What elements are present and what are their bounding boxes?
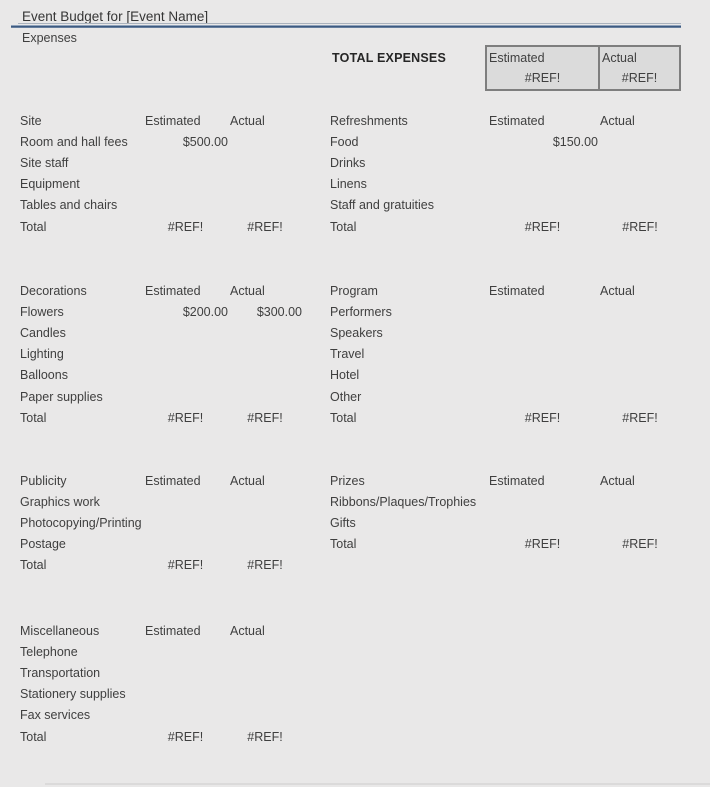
actual-value	[598, 491, 682, 512]
total-actual-error: #REF!	[622, 410, 658, 425]
total-estimated-error: #REF!	[167, 558, 204, 573]
page-title: Event Budget for [Event Name]	[22, 8, 209, 24]
row-label: Telephone	[20, 644, 78, 659]
row-label: Candles	[20, 325, 66, 340]
estimated-value	[143, 322, 228, 343]
row-label: Balloons	[20, 368, 68, 383]
row-label: Food	[330, 134, 359, 149]
estimated-value: $150.00	[552, 134, 598, 149]
total-estimated-error: #REF!	[524, 219, 561, 234]
total-row-label: Total	[20, 729, 47, 744]
page-bottom-divider	[45, 783, 710, 785]
actual-column-header: Actual	[230, 283, 265, 298]
row-label: Postage	[20, 537, 66, 552]
total-row-label: Total	[20, 219, 47, 234]
actual-value	[598, 301, 682, 322]
total-actual-error: #REF!	[247, 219, 283, 234]
expenses-heading: Expenses	[22, 30, 77, 45]
section-publicity	[20, 470, 302, 576]
actual-value	[598, 344, 682, 365]
row-label: Flowers	[20, 304, 64, 319]
total-actual-error: #REF!	[247, 729, 283, 744]
estimated-value: $500.00	[182, 134, 228, 149]
estimated-value	[487, 301, 598, 322]
actual-column-header: Actual	[230, 623, 265, 638]
actual-value	[228, 512, 302, 533]
estimated-value	[487, 344, 598, 365]
estimated-column-header: Estimated	[145, 473, 201, 488]
estimated-value	[143, 365, 228, 386]
total-row-label: Total	[330, 537, 357, 552]
estimated-value	[143, 195, 228, 216]
row-label: Stationery supplies	[20, 687, 126, 702]
section-miscellaneous	[20, 620, 302, 747]
total-actual-error: #REF!	[247, 410, 283, 425]
estimated-value	[487, 491, 598, 512]
estimated-value	[487, 152, 598, 173]
actual-column-header: Actual	[600, 473, 635, 488]
total-row-label: Total	[20, 558, 47, 573]
total-estimated-error: #REF!	[167, 729, 204, 744]
actual-value	[228, 386, 302, 407]
section-prizes	[330, 470, 682, 555]
actual-value	[228, 684, 302, 705]
total-actual-error: #REF!	[622, 537, 658, 552]
actual-value	[228, 641, 302, 662]
estimated-value	[143, 641, 228, 662]
estimated-value	[143, 174, 228, 195]
total-estimated-cell	[487, 47, 600, 89]
estimated-value	[487, 174, 598, 195]
total-actual-value: #REF!	[621, 71, 658, 85]
row-label: Site staff	[20, 155, 69, 170]
section-title: Decorations	[20, 283, 87, 298]
section-site	[20, 110, 302, 237]
total-estimated-error: #REF!	[524, 537, 561, 552]
total-row-label: Total	[20, 410, 47, 425]
total-estimated-header: Estimated	[489, 51, 545, 65]
actual-value	[228, 152, 302, 173]
actual-value	[228, 491, 302, 512]
actual-value	[228, 344, 302, 365]
estimated-value	[143, 386, 228, 407]
estimated-value	[143, 684, 228, 705]
row-label: Fax services	[20, 708, 91, 723]
actual-value: $300.00	[256, 304, 302, 319]
total-expenses-box	[485, 45, 681, 91]
actual-column-header: Actual	[600, 113, 635, 128]
total-estimated-error: #REF!	[524, 410, 561, 425]
estimated-column-header: Estimated	[489, 283, 545, 298]
estimated-value	[143, 152, 228, 173]
section-decorations	[20, 280, 302, 428]
actual-value	[228, 195, 302, 216]
estimated-value	[143, 491, 228, 512]
total-actual-error: #REF!	[247, 558, 283, 573]
row-label: Transportation	[20, 665, 101, 680]
estimated-column-header: Estimated	[489, 113, 545, 128]
estimated-value	[143, 662, 228, 683]
title-underline-hairline	[18, 23, 681, 24]
estimated-value	[143, 344, 228, 365]
row-label: Linens	[330, 177, 367, 192]
actual-value	[228, 365, 302, 386]
row-label: Ribbons/Plaques/Trophies	[330, 494, 477, 509]
row-label: Performers	[330, 304, 392, 319]
row-label: Hotel	[330, 368, 360, 383]
estimated-value	[143, 705, 228, 726]
actual-value	[598, 195, 682, 216]
total-expenses-label: TOTAL EXPENSES	[332, 50, 446, 65]
row-label: Other	[330, 389, 362, 404]
estimated-column-header: Estimated	[145, 623, 201, 638]
estimated-value	[487, 365, 598, 386]
row-label: Speakers	[330, 325, 383, 340]
actual-value	[228, 662, 302, 683]
row-label: Staff and gratuities	[330, 198, 435, 213]
row-label: Travel	[330, 347, 365, 362]
actual-value	[598, 512, 682, 533]
total-estimated-error: #REF!	[167, 410, 204, 425]
section-title: Refreshments	[330, 113, 408, 128]
estimated-value	[487, 322, 598, 343]
actual-value	[228, 705, 302, 726]
actual-value	[228, 131, 302, 152]
row-label: Photocopying/Printing	[20, 515, 142, 530]
actual-column-header: Actual	[600, 283, 635, 298]
estimated-value	[143, 512, 228, 533]
estimated-value	[487, 195, 598, 216]
total-actual-header: Actual	[602, 51, 637, 65]
total-actual-cell	[600, 47, 679, 89]
row-label: Graphics work	[20, 494, 100, 509]
row-label: Paper supplies	[20, 389, 103, 404]
section-title: Program	[330, 283, 378, 298]
estimated-value	[487, 386, 598, 407]
row-label: Drinks	[330, 155, 366, 170]
estimated-column-header: Estimated	[145, 113, 201, 128]
row-label: Lighting	[20, 347, 64, 362]
actual-value	[228, 534, 302, 555]
actual-column-header: Actual	[230, 113, 265, 128]
actual-value	[598, 365, 682, 386]
total-estimated-error: #REF!	[167, 219, 204, 234]
actual-value	[598, 386, 682, 407]
actual-value	[598, 174, 682, 195]
estimated-column-header: Estimated	[489, 473, 545, 488]
estimated-value	[143, 534, 228, 555]
actual-value	[228, 174, 302, 195]
section-title: Miscellaneous	[20, 623, 100, 638]
actual-value	[228, 322, 302, 343]
actual-value	[598, 322, 682, 343]
actual-value	[598, 131, 682, 152]
row-label: Tables and chairs	[20, 198, 118, 213]
section-title: Site	[20, 113, 42, 128]
estimated-value: $200.00	[182, 304, 228, 319]
total-actual-error: #REF!	[622, 219, 658, 234]
row-label: Room and hall fees	[20, 134, 128, 149]
total-row-label: Total	[330, 410, 357, 425]
section-refreshments	[330, 110, 682, 237]
section-title: Prizes	[330, 473, 365, 488]
estimated-column-header: Estimated	[145, 283, 201, 298]
total-row-label: Total	[330, 219, 357, 234]
row-label: Equipment	[20, 177, 80, 192]
actual-value	[598, 152, 682, 173]
row-label: Gifts	[330, 515, 356, 530]
total-estimated-value: #REF!	[524, 71, 561, 85]
section-title: Publicity	[20, 473, 67, 488]
actual-column-header: Actual	[230, 473, 265, 488]
estimated-value	[487, 512, 598, 533]
section-program	[330, 280, 682, 428]
title-underline-accent	[11, 25, 681, 28]
